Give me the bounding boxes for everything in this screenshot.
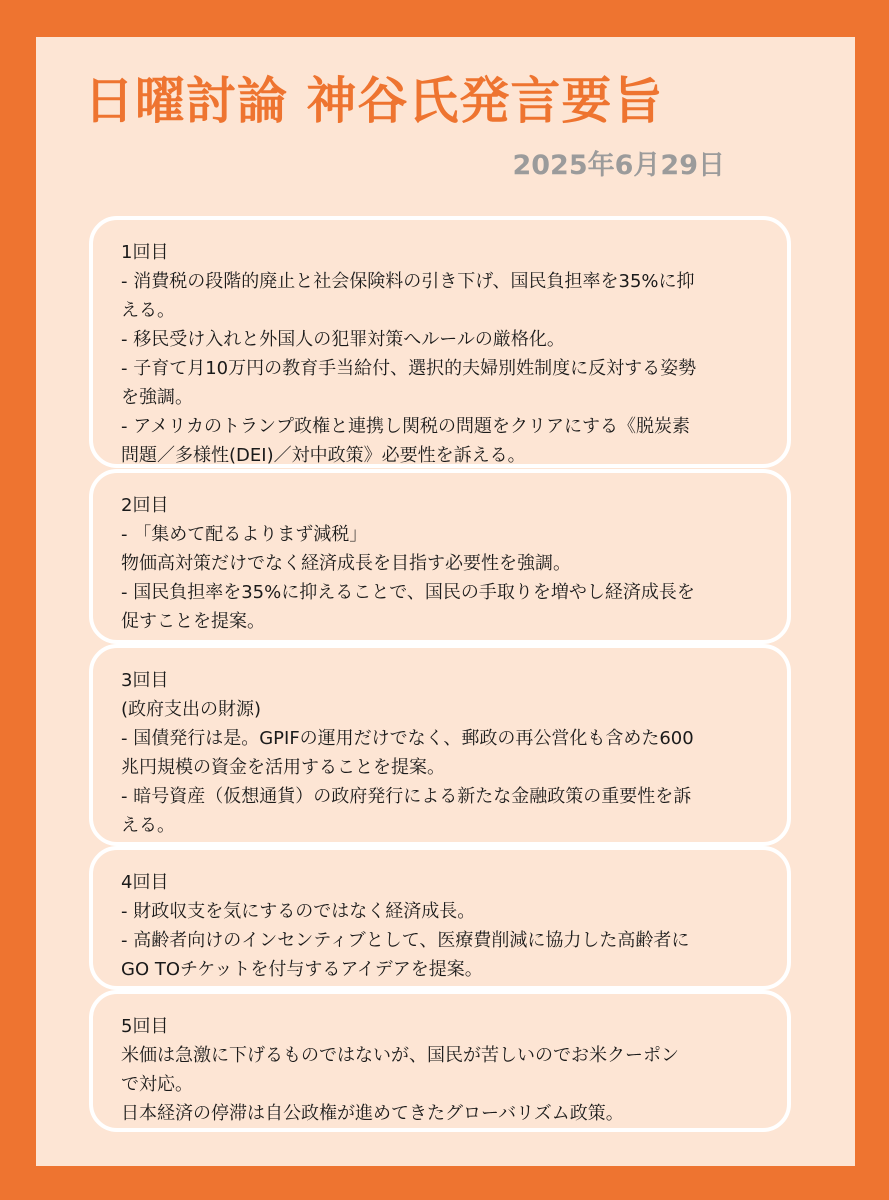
section-line: 問題／多様性(DEI)／対中政策》必要性を訴える。 — [121, 445, 526, 466]
section-heading: 1回目 — [121, 242, 169, 263]
section-line: で対応。 — [121, 1074, 193, 1095]
section-card-4 — [89, 846, 791, 990]
section-line: える。 — [121, 815, 175, 836]
section-card-5 — [89, 990, 791, 1132]
section-line: - 高齢者向けのインセンティブとして、医療費削減に協力した高齢者に — [121, 930, 690, 951]
section-line: 物価高対策だけでなく経済成長を目指す必要性を強調。 — [121, 553, 571, 574]
section-line: - 消費税の段階的廃止と社会保険料の引き下げ、国民負担率を35%に抑 — [121, 271, 695, 292]
section-heading: 3回目 — [121, 670, 169, 691]
section-line: - 「集めて配るよりまず減税」 — [121, 524, 368, 545]
section-line: 日本経済の停滞は自公政権が進めてきたグローバリズム政策。 — [121, 1103, 624, 1124]
section-line: 米価は急激に下げるものではないが、国民が苦しいのでお米クーポン — [121, 1045, 679, 1066]
section-line: - 移民受け入れと外国人の犯罪対策へルールの厳格化。 — [121, 329, 565, 350]
section-line: - 国債発行は是。GPIFの運用だけでなく、郵政の再公営化も含めた600 — [121, 728, 694, 749]
section-line: える。 — [121, 300, 175, 321]
section-line: - 財政収支を気にするのではなく経済成長。 — [121, 901, 476, 922]
section-line: - 国民負担率を35%に抑えることで、国民の手取りを増やし経済成長を — [121, 582, 695, 603]
section-heading: 2回目 — [121, 495, 169, 516]
page-title: 日曜討論 神谷氏発言要旨 — [84, 72, 664, 130]
section-heading: 4回目 — [121, 872, 169, 893]
section-line: 促すことを提案。 — [121, 611, 265, 632]
section-card-3 — [89, 644, 791, 846]
section-line: (政府支出の財源) — [121, 699, 262, 720]
section-line: を強調。 — [121, 387, 193, 408]
section-card-2 — [89, 469, 791, 644]
section-card-1 — [89, 216, 791, 468]
section-line: - 子育て月10万円の教育手当給付、選択的夫婦別姓制度に反対する姿勢 — [121, 358, 697, 379]
section-heading: 5回目 — [121, 1016, 169, 1037]
section-line: - 暗号資産（仮想通貨）の政府発行による新たな金融政策の重要性を訴 — [121, 786, 692, 807]
date-label: 2025年6月29日 — [512, 150, 725, 181]
section-line: 兆円規模の資金を活用することを提案。 — [121, 757, 445, 778]
section-line: - アメリカのトランプ政権と連携し関税の問題をクリアにする《脱炭素 — [121, 416, 690, 437]
section-line: GO TOチケットを付与するアイデアを提案。 — [121, 959, 483, 980]
